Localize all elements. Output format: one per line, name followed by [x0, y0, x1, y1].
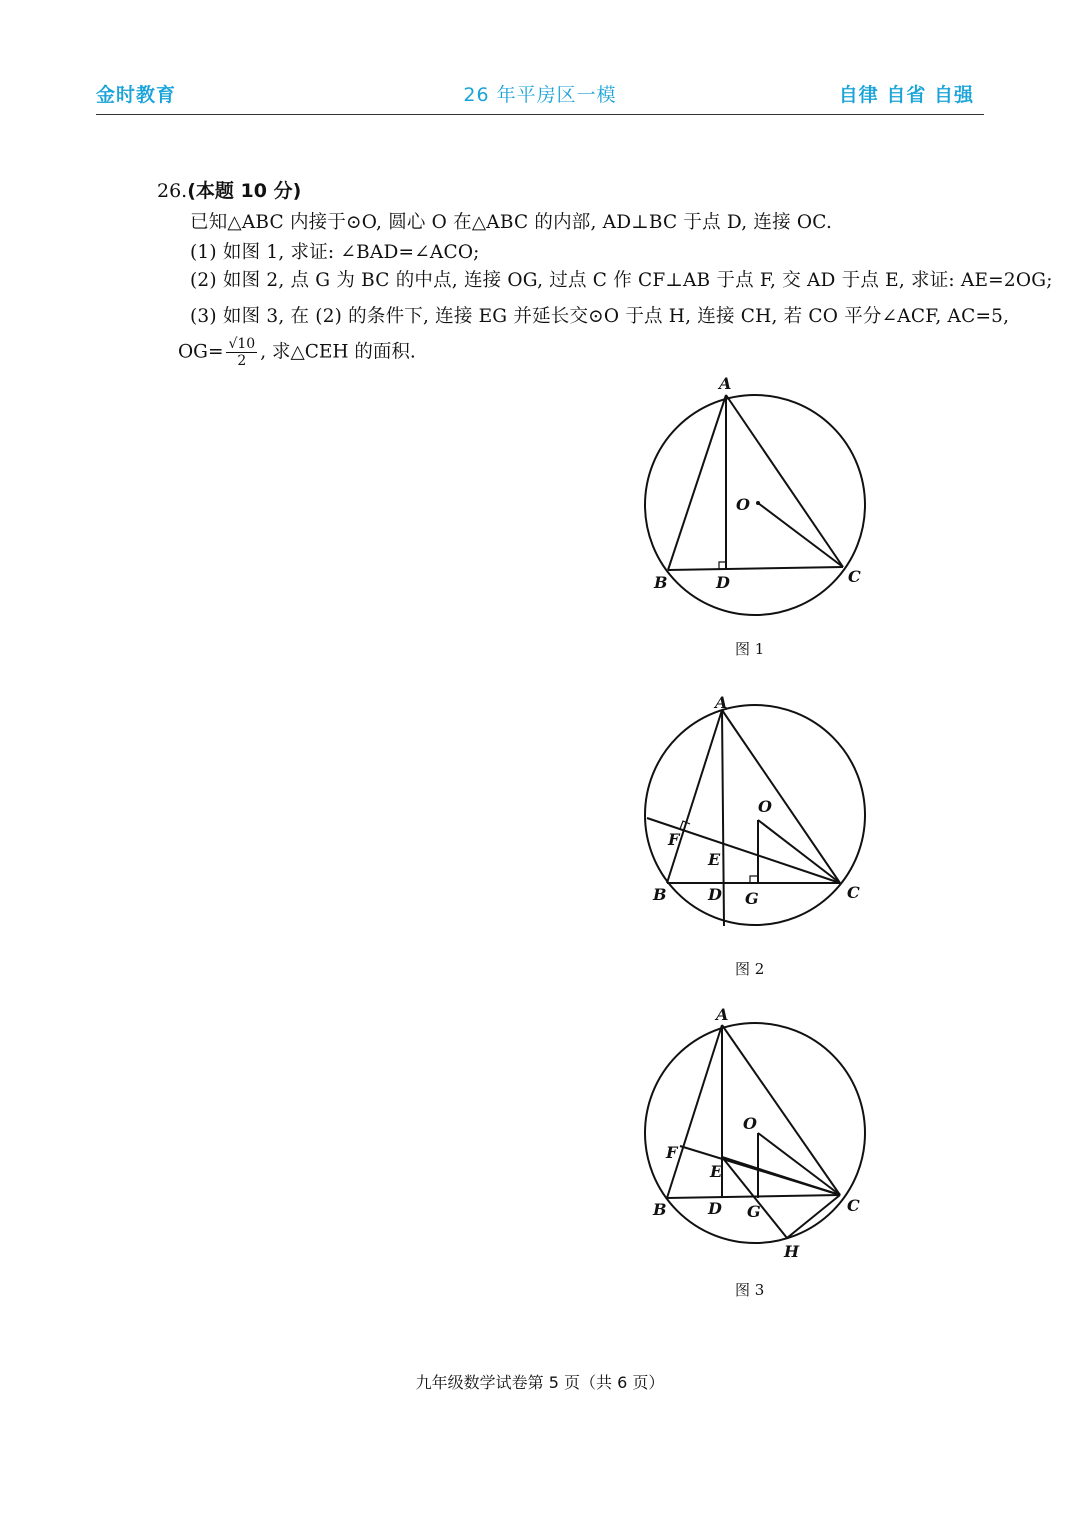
label-o: O	[743, 1114, 757, 1133]
og-label: OG=	[178, 341, 224, 363]
figure-2	[630, 690, 890, 954]
segment-ab	[668, 395, 726, 570]
label-d: D	[708, 885, 722, 904]
label-c: C	[847, 883, 860, 902]
figure-2-caption: 图 2	[735, 960, 765, 978]
segment-ac	[722, 1025, 840, 1195]
figure-1	[630, 370, 890, 644]
segment-oc	[758, 1133, 840, 1195]
label-g: G	[747, 1202, 761, 1221]
label-o: O	[758, 797, 772, 816]
label-o: O	[736, 495, 750, 514]
label-d: D	[708, 1199, 722, 1218]
figure-3	[630, 1005, 890, 1269]
header-title: 26 年平房区一模	[463, 84, 617, 106]
segment-bc	[668, 567, 843, 570]
segment-oc	[758, 503, 843, 567]
header-brand: 金时教育	[96, 84, 177, 106]
question-score: (本题 10 分)	[187, 180, 302, 202]
label-e: E	[710, 1162, 723, 1181]
label-a: A	[716, 1005, 729, 1024]
label-b: B	[654, 573, 668, 592]
segment-ch	[787, 1195, 840, 1238]
label-c: C	[847, 1196, 860, 1215]
figure-3-diagram	[630, 1005, 890, 1265]
label-b: B	[653, 1200, 667, 1219]
segment-ec	[722, 1157, 840, 1195]
label-a: A	[719, 374, 732, 393]
segment-ac	[722, 710, 840, 883]
figure-3-caption: 图 3	[735, 1281, 765, 1299]
header-motto: 自律 自省 自强	[838, 84, 974, 106]
question-part-1: (1) 如图 1, 求证: ∠BAD=∠ACO;	[190, 242, 480, 263]
og-fraction	[226, 336, 257, 369]
question-part-3: (3) 如图 3, 在 (2) 的条件下, 连接 EG 并延长交⊙O 于点 H, 连接 CH, 若 CO 平分∠ACF, AC=5,	[190, 306, 1010, 327]
label-f: F	[666, 1143, 678, 1162]
question-part-2: (2) 如图 2, 点 G 为 BC 的中点, 连接 OG, 过点 C 作 CF⊥AB 于点 F, 交 AD 于点 E, 求证: AE=2OG;	[190, 270, 1053, 291]
question-ask: , 求△CEH 的面积.	[260, 341, 416, 363]
circle-o	[645, 395, 865, 615]
fraction-numerator: √10	[228, 336, 256, 352]
segment-cf	[647, 818, 840, 883]
question-stem: 已知△ABC 内接于⊙O, 圆心 O 在△ABC 的内部, AD⊥BC 于点 D, 连接 OC.	[190, 212, 833, 233]
label-f: F	[668, 830, 680, 849]
point-o	[756, 501, 760, 505]
question-number	[157, 176, 301, 203]
label-g: G	[745, 889, 759, 908]
page-header	[96, 78, 984, 115]
question-index: 26.	[157, 180, 188, 202]
label-d: D	[716, 573, 730, 592]
page-footer: 九年级数学试卷第 5 页（共 6 页）	[415, 1373, 665, 1392]
question-part-3-cont	[178, 336, 416, 369]
segment-ad	[722, 710, 724, 926]
label-c: C	[848, 567, 861, 586]
figure-1-caption: 图 1	[735, 640, 765, 658]
figure-1-diagram	[630, 370, 890, 640]
segment-oc	[758, 820, 840, 883]
label-b: B	[653, 885, 667, 904]
right-angle-g	[750, 876, 758, 883]
label-h: H	[784, 1242, 800, 1261]
figure-2-diagram	[630, 690, 890, 950]
label-a: A	[715, 693, 728, 712]
label-e: E	[708, 850, 721, 869]
fraction-denominator: 2	[237, 353, 247, 369]
